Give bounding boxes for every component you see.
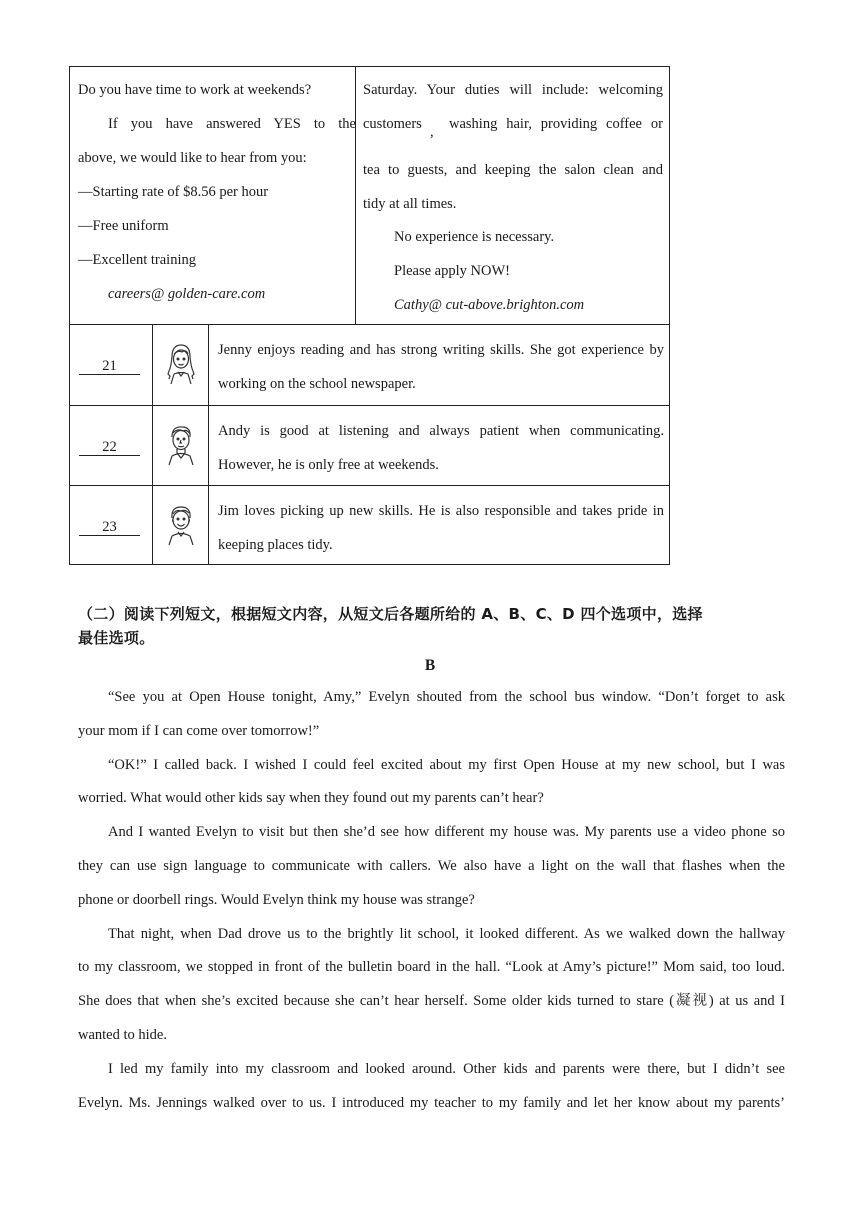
ad-text-fragment: washing hair, providing coffee or (449, 116, 663, 132)
ad-text-fragment: customers (363, 116, 422, 132)
ad-text-line: No experience is necessary. (394, 229, 555, 245)
ad-email-golden-care[interactable]: careers@ golden-care.com (108, 286, 266, 302)
person-description: keeping places tidy. (218, 537, 333, 553)
people-table (69, 325, 670, 565)
person-row-jenny (70, 325, 669, 405)
ad-text-line: above, we would like to hear from you: (78, 150, 307, 166)
ad-text-line: tea to guests, and keeping the salon clean and (363, 162, 663, 178)
ad-question: Do you have time to work at weekends? (78, 82, 312, 98)
person-row-jim (70, 485, 669, 565)
answer-blank-21[interactable]: 21 (79, 358, 140, 375)
ad-text-line: tidy at all times. (363, 196, 457, 212)
passage-line: “See you at Open House tonight, Amy,” Evelyn shouted from the school bus window. “Don’t forget to ask (108, 689, 785, 705)
girl-with-braids-icon (163, 341, 199, 385)
passage-line: “OK!” I called back. I wished I could feel excited about my first Open House at my new school, but I was (108, 756, 785, 773)
column-divider (355, 67, 356, 324)
ad-table (69, 66, 670, 325)
passage-line: to my classroom, we stopped in front of the bulletin board in the hall. “Look at Amy’s picture!” Mom said, too loud. (78, 959, 785, 976)
instruction-line: 最佳选项。 (78, 629, 155, 647)
person-row-andy (70, 405, 669, 485)
ad-text-line: If you have answered YES to the (108, 116, 356, 132)
passage-label: B (424, 657, 436, 674)
ad-text-line: Please apply NOW! (394, 263, 510, 279)
answer-blank-22[interactable]: 22 (79, 439, 140, 456)
passage-line: your mom if I can come over tomorrow!” (78, 722, 320, 739)
ad-text-line: Saturday. Your duties will include: welcoming (363, 82, 663, 98)
person-description: However, he is only free at weekends. (218, 457, 439, 473)
passage-line: Evelyn. Ms. Jennings walked over to us. I introduced my teacher to my family and let her know about my parents’ (78, 1094, 785, 1111)
passage-line: I led my family into my classroom and looked around. Other kids and parents were there, but I didn’t see (108, 1060, 785, 1077)
passage-line: She does that when she’s excited because she can’t hear herself. Some older kids turned to stare (凝视) at us and I (78, 993, 785, 1010)
passage-text (78, 685, 785, 1124)
person-description: working on the school newspaper. (218, 376, 416, 392)
person-description: Jenny enjoys reading and has strong writing skills. She got experience by (218, 342, 664, 358)
passage-line: That night, when Dad drove us to the brightly lit school, it looked different. As we walked down the hallway (108, 925, 785, 942)
ad-benefit-training: —Excellent training (78, 252, 196, 268)
ad-text-line (363, 115, 422, 133)
ad-benefit-uniform: —Free uniform (78, 218, 169, 234)
passage-line: they can use sign language to communicate with callers. We also have a light on the wall that flashes when the (78, 857, 785, 874)
boy-icon (163, 422, 199, 466)
passage-line: worried. What would other kids say when they found out my parents can’t hear? (78, 790, 544, 807)
passage-line: wanted to hide. (78, 1026, 167, 1043)
passage-line: phone or doorbell rings. Would Evelyn think my house was strange? (78, 891, 475, 908)
ad-email-cut-above[interactable]: Cathy@ cut-above.brighton.com (394, 297, 585, 313)
person-description: Andy is good at listening and always patient when communicating. (218, 423, 664, 439)
instruction-line: （二）阅读下列短文，根据短文内容，从短文后各题所给的 A、B、C、D 四个选项中，选择 (78, 605, 703, 623)
ad-benefit-pay: —Starting rate of $8.56 per hour (78, 184, 269, 200)
answer-blank-23[interactable]: 23 (79, 519, 140, 536)
person-description: Jim loves picking up new skills. He is also responsible and takes pride in (218, 503, 664, 519)
passage-line: And I wanted Evelyn to visit but then she’d see how different my house was. My parents use a video phone so (108, 824, 785, 841)
section-instructions (78, 602, 785, 650)
comma-mark: , (430, 124, 434, 140)
boy-smiling-icon (163, 502, 199, 546)
